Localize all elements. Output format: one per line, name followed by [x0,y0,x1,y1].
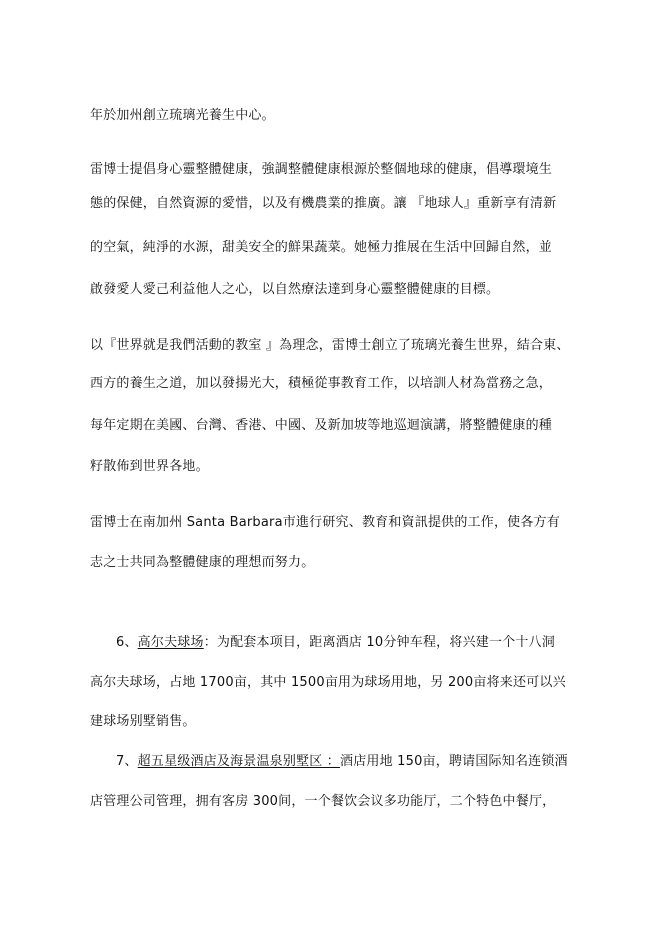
item-6-line-2: 高尔夫球场，占地 1700亩，其中 1500亩用为球场用地，另 200亩将来还可以兴 [90,675,566,690]
paragraph-2-line-3: 的空氣，純淨的水源，甜美安全的鮮果蔬菜。她極力推展在生活中回歸自然，並 [90,240,553,255]
item-6-heading: 高尔夫球场 [137,635,204,650]
paragraph-2-line-2: 態的保健，自然資源的愛惜，以及有機農業的推廣。讓 『地球人』重新享有清新 [90,196,557,211]
item-6-line-1-rest: ：为配套本项目，距离酒店 10分钟车程，将兴建一个十八洞 [203,635,555,650]
item-6-number: 6、 [116,635,138,650]
item-7-number: 7、 [116,754,138,769]
item-6-line-3: 建球场别墅销售。 [90,714,196,729]
paragraph-2-line-4: 啟發愛人愛己利益他人之心，以自然療法達到身心靈整體健康的目標。 [90,282,500,297]
paragraph-3-line-1: 以『世界就是我們活動的教室 』為理念，雷博士創立了琉璃光養生世界，結合東、 [90,338,570,353]
item-7-line-2: 店管理公司管理，拥有客房 300间，一个餐饮会议多功能厅，二个特色中餐厅， [90,794,556,809]
item-7-line-1-rest: 酒店用地 150亩，聘请国际知名连锁酒 [340,754,568,769]
paragraph-3-line-3: 每年定期在美國、台灣、香港、中國、及新加坡等地巡迴演講，將整體健康的種 [90,418,553,433]
item-7-heading: 超五星级酒店及海景温泉别墅区 ： [137,754,341,769]
paragraph-3-line-2: 西方的養生之道，加以發揚光大，積極從事教育工作，以培訓人材為當務之急， [90,376,553,391]
paragraph-1-line-1: 年於加州創立琉璃光養生中心。 [90,108,275,123]
item-6-line-1 [116,634,555,652]
paragraph-3-line-4: 籽散佈到世界各地。 [90,459,209,474]
paragraph-4-line-1: 雷博士在南加州 Santa Barbara市進行研究、教育和資訊提供的工作，使各方有 [90,515,560,530]
paragraph-2-line-1: 雷博士提倡身心靈整體健康，強調整體健康根源於整個地球的健康，倡導環境生 [90,162,553,177]
paragraph-4-line-2: 志之士共同為整體健康的理想而努力。 [90,555,315,570]
item-7-line-1 [116,753,568,771]
